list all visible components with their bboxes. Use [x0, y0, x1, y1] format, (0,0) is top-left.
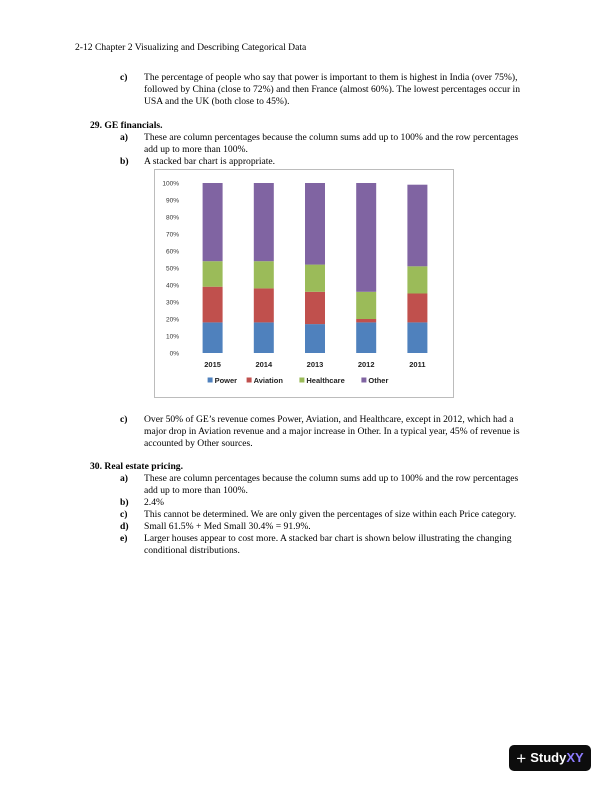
legend-swatch-healthcare [299, 378, 304, 383]
y-tick-label: 0% [169, 350, 179, 358]
text-line: 2.4% [144, 497, 164, 508]
text-line: This cannot be determined. We are only given the percentages of size within each Price category. [144, 509, 517, 520]
y-tick-label: 90% [165, 197, 179, 205]
y-tick-label: 30% [165, 299, 179, 307]
item-label: b) [120, 156, 129, 167]
bar-segment-aviation-2013 [305, 292, 325, 324]
text-line: add up to more than 100%. [144, 144, 248, 155]
legend-label-aviation: Aviation [253, 376, 283, 385]
prev-answer-c [120, 72, 544, 108]
y-tick-label: 10% [165, 333, 179, 341]
q29-title: 29. GE financials. [90, 120, 163, 131]
running-header: 2-12 Chapter 2 Visualizing and Describing Categorical Data [75, 42, 307, 53]
y-tick-label: 40% [165, 282, 179, 290]
legend-label-healthcare: Healthcare [306, 376, 345, 385]
text-line: These are column percentages because the column sums add up to 100% and the row percentages [144, 473, 519, 484]
text-line: The percentage of people who say that power is important to them is highest in India (over 75%), [144, 72, 518, 83]
q30-answer-b [120, 497, 544, 509]
item-text [144, 473, 544, 497]
item-label: c) [120, 509, 128, 520]
bar-segment-power-2014 [254, 322, 274, 353]
bar-segment-other-2015 [203, 183, 223, 261]
legend-swatch-power [208, 378, 213, 383]
text-line: conditional distributions. [144, 545, 240, 556]
legend-swatch-other [361, 378, 366, 383]
q30-answer-c [120, 509, 544, 521]
y-tick-label: 100% [162, 180, 179, 188]
item-text [144, 156, 544, 168]
text-line: A stacked bar chart is appropriate. [144, 156, 276, 167]
bar-segment-other-2012 [356, 183, 376, 292]
stacked-bar-chart [154, 169, 454, 398]
text-line: followed by China (close to 72%) and then France (almost 60%). The lowest percentages occur in [144, 84, 520, 95]
text-line: Over 50% of GE’s revenue comes Power, Aviation, and Healthcare, except in 2012, which had a [144, 414, 514, 425]
text-line: accounted by Other sources. [144, 438, 253, 449]
item-label: e) [120, 533, 128, 544]
x-tick-label: 2014 [255, 360, 273, 369]
q30-title: 30. Real estate pricing. [90, 461, 183, 472]
chart-svg [155, 170, 453, 397]
legend [208, 376, 389, 385]
bar-segment-power-2013 [305, 324, 325, 353]
y-tick-label: 80% [165, 214, 179, 222]
bar-segment-other-2013 [305, 183, 325, 265]
q30-answer-a [120, 473, 544, 497]
bar-segment-healthcare-2012 [356, 292, 376, 319]
q29-answer-a [120, 132, 544, 156]
bar-segment-power-2012 [356, 322, 376, 353]
y-axis [162, 181, 179, 358]
studyxy-logo-button[interactable] [509, 745, 591, 771]
item-text [144, 132, 544, 156]
x-tick-label: 2013 [306, 360, 324, 369]
q30-answer-d [120, 521, 544, 533]
item-text [144, 521, 544, 533]
item-label: a) [120, 132, 128, 143]
logo-study: Study [530, 750, 567, 765]
x-axis [204, 360, 425, 369]
q29-answer-b [120, 156, 544, 168]
y-tick-label: 60% [165, 248, 179, 256]
bar-segment-power-2011 [407, 322, 427, 353]
item-label: c) [120, 414, 128, 425]
text-line: Larger houses appear to cost more. A stacked bar chart is shown below illustrating the changing [144, 533, 512, 544]
legend-swatch-aviation [247, 378, 252, 383]
bar-segment-other-2014 [254, 183, 274, 261]
x-tick-label: 2011 [409, 360, 426, 369]
y-tick-label: 20% [165, 316, 179, 324]
x-tick-label: 2012 [357, 360, 375, 369]
item-text [144, 533, 544, 557]
legend-label-power: Power [214, 376, 238, 385]
item-label: b) [120, 497, 129, 508]
bar-segment-aviation-2011 [407, 294, 427, 323]
y-tick-label: 70% [165, 231, 179, 239]
bar-segment-aviation-2015 [203, 287, 223, 323]
bar-segment-aviation-2014 [254, 288, 274, 322]
logo-text [530, 752, 583, 764]
item-text [144, 72, 544, 108]
item-label: a) [120, 473, 128, 484]
text-line: Small 61.5% + Med Small 30.4% = 91.9%. [144, 521, 311, 532]
q30-answer-e [120, 533, 544, 557]
legend-label-other: Other [368, 376, 389, 385]
item-text [144, 414, 544, 450]
text-line: major drop in Aviation revenue and a major increase in Other. In a typical year, 45% of revenue is [144, 426, 520, 437]
bar-segment-healthcare-2014 [254, 261, 274, 288]
item-label: c) [120, 72, 128, 83]
plus-icon: + [516, 748, 527, 768]
bar-segment-healthcare-2013 [305, 265, 325, 292]
text-line: add up to more than 100%. [144, 485, 248, 496]
text-line: USA and the UK (both close to 45%). [144, 96, 290, 107]
q29-answer-c [120, 414, 544, 450]
item-text [144, 497, 544, 509]
text-line: These are column percentages because the column sums add up to 100% and the row percentages [144, 132, 519, 143]
bars [203, 183, 428, 353]
bar-segment-power-2015 [203, 322, 223, 353]
bar-segment-other-2011 [407, 185, 427, 267]
item-text [144, 509, 544, 521]
y-tick-label: 50% [165, 265, 179, 273]
bar-segment-aviation-2012 [356, 319, 376, 322]
logo-xy: XY [566, 750, 584, 765]
x-tick-label: 2015 [204, 360, 221, 369]
item-label: d) [120, 521, 129, 532]
bar-segment-healthcare-2011 [407, 266, 427, 293]
bar-segment-healthcare-2015 [203, 261, 223, 287]
